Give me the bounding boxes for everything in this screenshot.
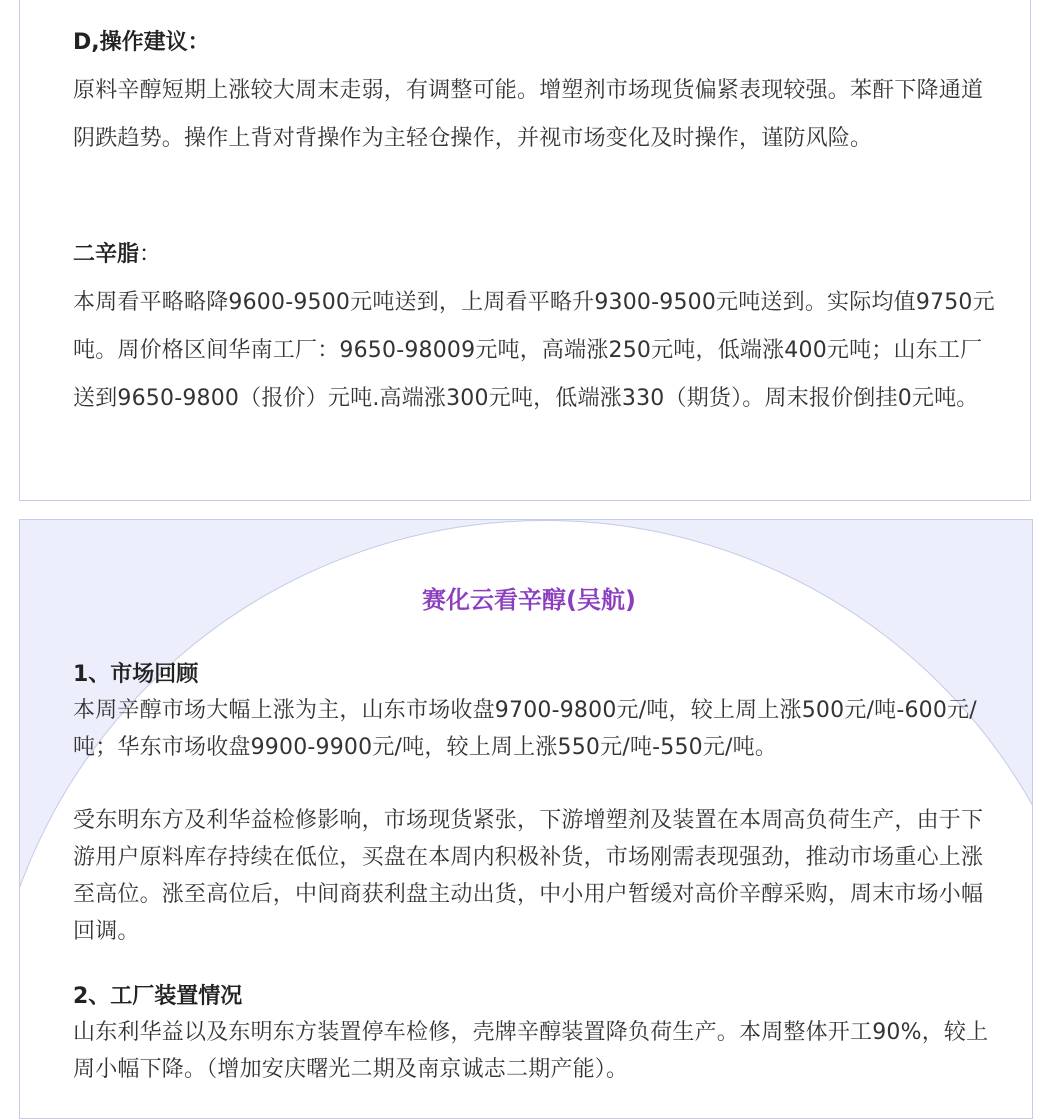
section-heading: [73, 238, 998, 272]
section-d-operation-advice: [73, 26, 998, 163]
section-body: 本周看平略略降9600-9500元吨送到，上周看平略升9300-9500元吨送到。实际均值9750元吨。周价格区间华南工厂：9650-98009元吨，高端涨250元吨，低端涨400元吨；山东工厂送到9650-9800（报价）元吨.高端涨300元吨，低端涨330（期货）。周末报价倒挂0元吨。: [73, 290, 995, 411]
heading-colon: ：: [139, 242, 162, 267]
section-heading: 2、工厂装置情况: [73, 984, 243, 1009]
section-body: 山东利华益以及东明东方装置停车检修，壳牌辛醇装置降负荷生产。本周整体开工90%，较上周小幅下降。（增加安庆曙光二期及南京诚志二期产能）。: [73, 1020, 989, 1082]
heading-text: 二辛脂: [73, 242, 140, 267]
section-ersinzhi: [73, 238, 998, 423]
section-market-review: [73, 658, 998, 950]
section-body: 受东明东方及利华益检修影响，市场现货紧张，下游增塑剂及装置在本周高负荷生产，由于下游用户原料库存持续在低位，买盘在本周内积极补货，市场刚需表现强劲，推动市场重心上涨至高位。涨至高位后，中间商获利盘主动出货，中小用户暂缓对高价辛醇采购，周末市场小幅回调。: [73, 808, 984, 944]
section-factory-status: [73, 980, 998, 1088]
section-title: 赛化云看辛醇(吴航): [422, 586, 636, 614]
section-body: 本周辛醇市场大幅上涨为主，山东市场收盘9700-9800元/吨，较上周上涨500元/吨-600元/吨；华东市场收盘9900-9900元/吨，较上周上涨550元/吨-550元/吨。: [73, 698, 977, 760]
section-heading: 1、市场回顾: [73, 662, 199, 687]
section-body: 原料辛醇短期上涨较大周末走弱，有调整可能。增塑剂市场现货偏紧表现较强。苯酐下降通道阴跌趋势。操作上背对背操作为主轻仓操作，并视市场变化及时操作，谨防风险。: [73, 78, 984, 151]
section-heading: D,操作建议：: [73, 30, 210, 55]
